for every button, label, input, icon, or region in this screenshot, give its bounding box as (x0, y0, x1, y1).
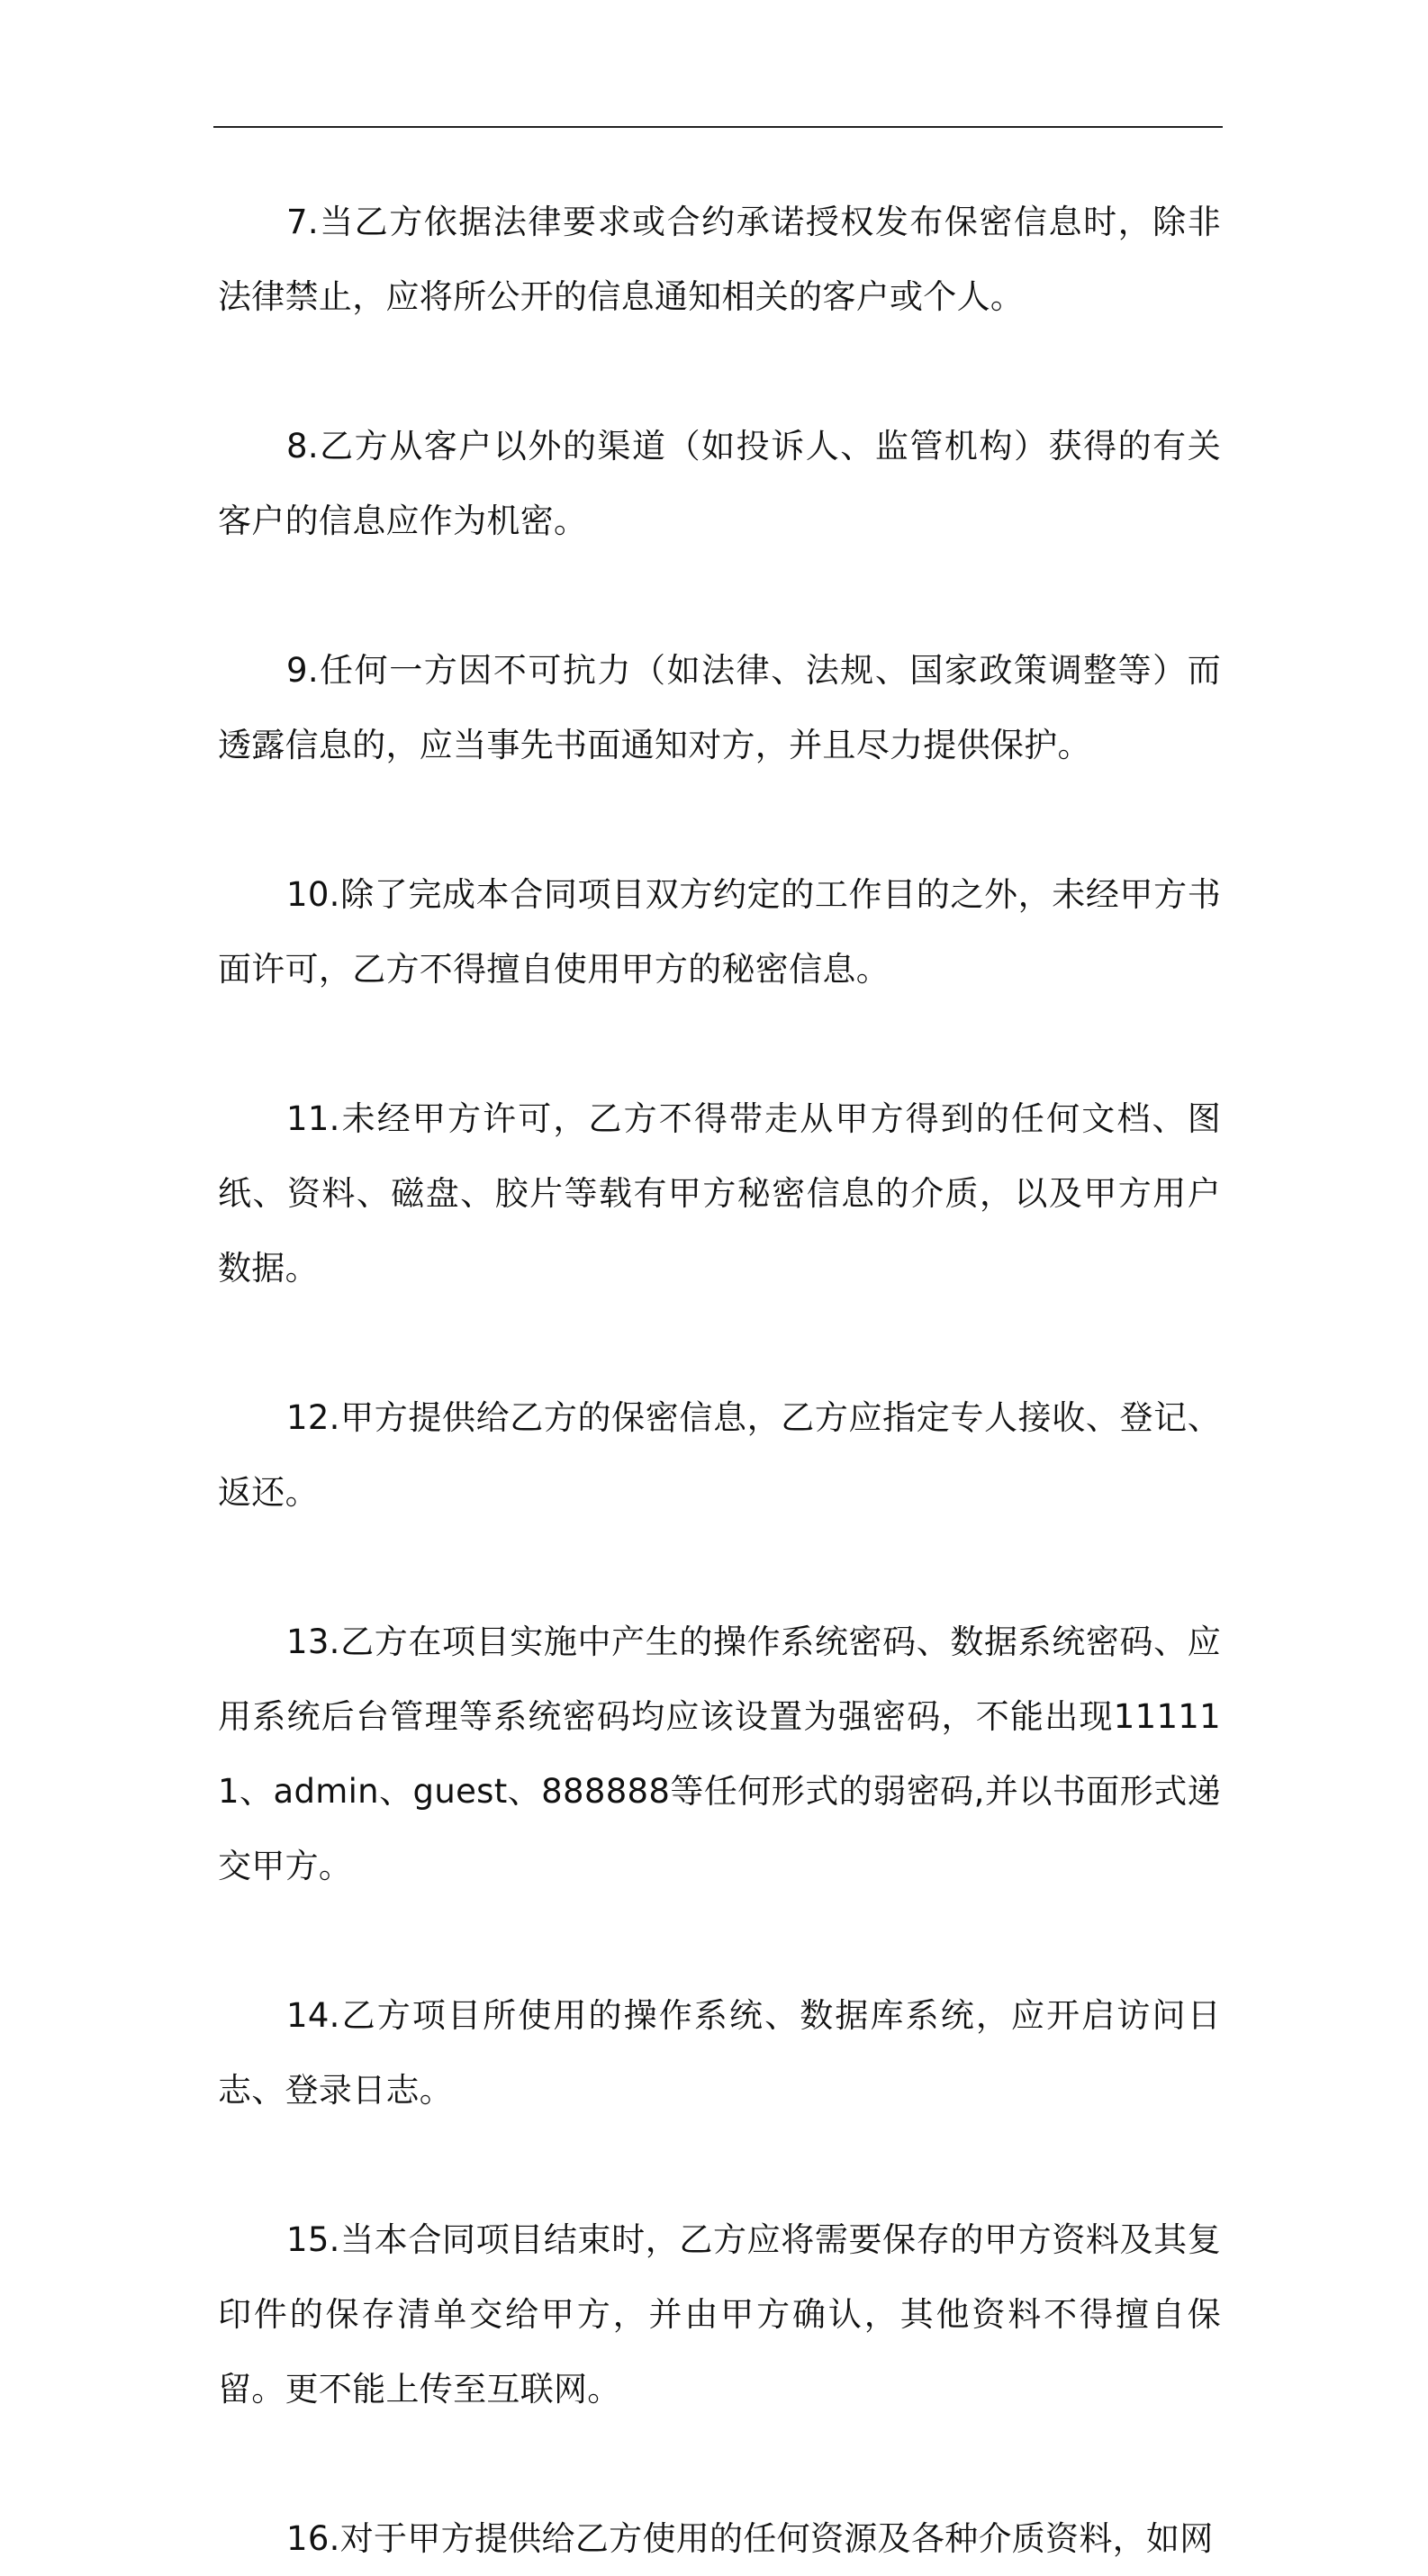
clause-8: 8.乙方从客户以外的渠道（如投诉人、监管机构）获得的有关客户的信息应作为机密。 (218, 427, 1221, 540)
clause-7: 7.当乙方依据法律要求或合约承诺授权发布保密信息时，除非法律禁止，应将所公开的信息通知相关的客户或个人。 (218, 203, 1221, 316)
clause-16: 16.对于甲方提供给乙方使用的任何资源及各种介质资料，如网 (286, 2519, 1214, 2558)
clause-10: 10.除了完成本合同项目双方约定的工作目的之外，未经甲方书面许可，乙方不得擅自使用甲方的秘密信息。 (218, 875, 1221, 989)
clause-12: 12.甲方提供给乙方的保密信息，乙方应指定专人接收、登记、返还。 (218, 1398, 1221, 1512)
document-body (218, 185, 1221, 2576)
clause-14: 14.乙方项目所使用的操作系统、数据库系统，应开启访问日志、登录日志。 (218, 1996, 1221, 2110)
clause-13: 13.乙方在项目实施中产生的操作系统密码、数据系统密码、应用系统后台管理等系统密码均应该设置为强密码，不能出现111111、admin、guest、888888等任何形式的弱密码,并以书面形式递交甲方。 (218, 1622, 1221, 1885)
header-rule (213, 126, 1223, 128)
clause-11: 11.未经甲方许可，乙方不得带走从甲方得到的任何文档、图纸、资料、磁盘、胶片等载有甲方秘密信息的介质，以及甲方用户数据。 (218, 1099, 1221, 1288)
clause-15: 15.当本合同项目结束时，乙方应将需要保存的甲方资料及其复印件的保存清单交给甲方，并由甲方确认，其他资料不得擅自保留。更不能上传至互联网。 (218, 2220, 1221, 2409)
clause-9: 9.任何一方因不可抗力（如法律、法规、国家政策调整等）而透露信息的，应当事先书面通知对方，并且尽力提供保护。 (218, 651, 1221, 764)
